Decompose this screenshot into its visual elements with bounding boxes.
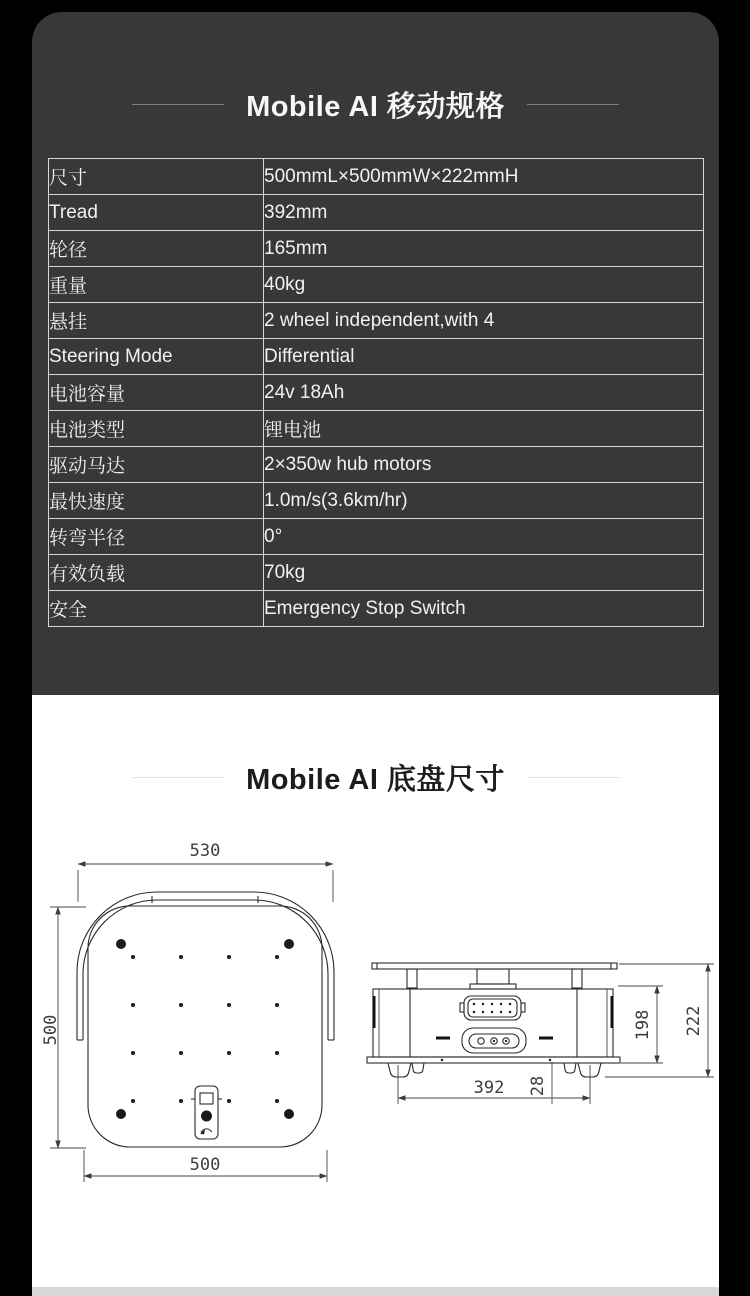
wheels [388, 1063, 601, 1077]
spec-title: Mobile AI 移动规格 [246, 91, 505, 123]
dim-label-222: 222 [684, 1005, 704, 1037]
spec-table [48, 158, 704, 627]
spec-value: 2 wheel independent,with 4 [264, 303, 704, 339]
spec-value: 165mm [264, 231, 704, 267]
spec-header [32, 84, 719, 125]
dim-wheel-track [398, 1062, 590, 1104]
spec-row [49, 555, 704, 591]
spec-row [49, 447, 704, 483]
dim-body-width [84, 1150, 327, 1182]
spec-label: Steering Mode [49, 339, 264, 375]
spec-row [49, 519, 704, 555]
spec-value: 0° [264, 519, 704, 555]
dimension-section [32, 695, 719, 1296]
chassis-drawings [32, 810, 719, 1210]
spec-label: 电池类型 [49, 411, 264, 447]
spec-label: 最快速度 [49, 483, 264, 519]
title-divider-left [132, 104, 224, 105]
spec-card [32, 12, 719, 695]
spec-row [49, 591, 704, 627]
dimension-header [32, 757, 719, 798]
spec-row [49, 231, 704, 267]
spec-row [49, 411, 704, 447]
power-button-icon [201, 1111, 212, 1122]
dim-label-392: 392 [473, 1078, 505, 1098]
mounting-holes [116, 939, 294, 1119]
spec-value: 锂电池 [264, 411, 704, 447]
dim-label-198: 198 [633, 1009, 653, 1041]
connector-panel [460, 996, 525, 1020]
spec-row [49, 483, 704, 519]
dim-label-500-left: 500 [41, 1014, 61, 1046]
side-view-drawing [367, 963, 714, 1104]
spec-label: 转弯半径 [49, 519, 264, 555]
spec-row [49, 195, 704, 231]
dim-body-length [41, 907, 86, 1148]
spec-value: 500mmL×500mmW×222mmH [264, 159, 704, 195]
spec-value: Emergency Stop Switch [264, 591, 704, 627]
dim-overall-height [605, 964, 714, 1077]
dim-label-28: 28 [528, 1075, 548, 1097]
spec-value: 70kg [264, 555, 704, 591]
spec-label: 有效负载 [49, 555, 264, 591]
spec-label: 安全 [49, 591, 264, 627]
dimension-title: Mobile AI 底盘尺寸 [246, 764, 505, 796]
spec-label: 轮径 [49, 231, 264, 267]
spec-label: 驱动马达 [49, 447, 264, 483]
power-panel [191, 1086, 222, 1139]
spec-value: 1.0m/s(3.6km/hr) [264, 483, 704, 519]
page-content [32, 0, 719, 1296]
spec-label: 重量 [49, 267, 264, 303]
title-divider-right [527, 777, 619, 778]
spec-label: 尺寸 [49, 159, 264, 195]
spec-value: 40kg [264, 267, 704, 303]
spec-label: Tread [49, 195, 264, 231]
spec-label: 悬挂 [49, 303, 264, 339]
dim-overall-width [78, 841, 333, 902]
spec-row [49, 339, 704, 375]
spec-row [49, 159, 704, 195]
title-divider-left [132, 777, 224, 778]
spec-value: 392mm [264, 195, 704, 231]
spec-label: 电池容量 [49, 375, 264, 411]
title-divider-right [527, 104, 619, 105]
dim-label-530: 530 [189, 841, 221, 861]
top-view-drawing [41, 841, 334, 1182]
next-section-divider [32, 1287, 719, 1296]
switch-icon [200, 1093, 213, 1104]
spec-row [49, 375, 704, 411]
spec-value: Differential [264, 339, 704, 375]
spec-value: 2×350w hub motors [264, 447, 704, 483]
spec-row [49, 267, 704, 303]
spec-row [49, 303, 704, 339]
dim-label-500-bottom: 500 [189, 1155, 221, 1175]
charging-port [462, 1028, 526, 1053]
dim-body-height [618, 986, 663, 1063]
spec-value: 24v 18Ah [264, 375, 704, 411]
